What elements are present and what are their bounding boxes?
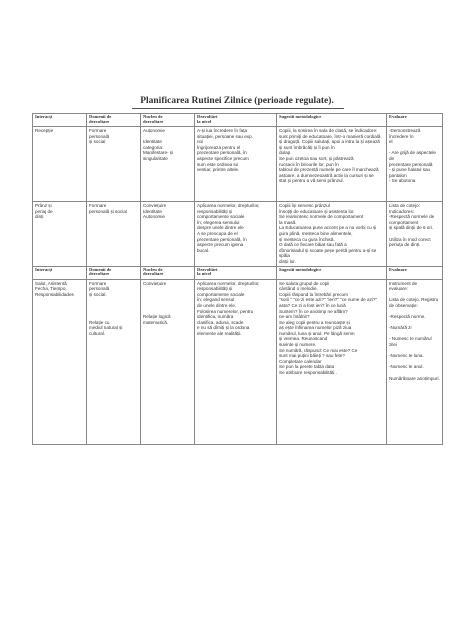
cell-interaction: Prânz și periaj de dinți bbox=[33, 202, 87, 267]
header-evaluation: Evaluare bbox=[387, 114, 443, 127]
routine-table bbox=[32, 113, 443, 445]
header-nucleus: Nucleu de dezvoltare bbox=[141, 266, 195, 279]
cell-domain: Formare personală și social bbox=[87, 202, 141, 267]
cell-interaction: Salut, Asistentă Fecha, Tiempo, Responsabilidades bbox=[33, 279, 87, 444]
header-suggestions: Sugestii metodologice bbox=[277, 114, 387, 127]
cell-suggestions: Se saluta grupul de copii cântând o melodie. Copiii răspund la întrebări precum "sorii " "ce zi este azi?" "ieri?" "ce nume de azi?" asta? Ce zi a fost ieri? În ce lună Suntem? În ce anotimp ne aflăm? ne-am întâlnit? Se aleg copii pentru a reunoaște și aș ește înfiinarea numelor piză ziua numărul, luna și anul. Pe lângă semn și vremea. Reunoscand suvinte și numere. Se numără, răspund: Ce mai este? Ce sunt mai puțini băieți ? sau fete? Completare calendar Se pun la perete tabla data Se atribuire responsabilități . bbox=[277, 279, 387, 444]
cell-domain: Formare personală și social bbox=[87, 127, 141, 202]
cell-domain: Formare personală și social. Relație cu mediul natural și cultural. bbox=[87, 279, 141, 444]
header-developments: Dezvoltări la nivel bbox=[195, 114, 277, 127]
table-header-row bbox=[33, 114, 443, 127]
header-suggestions: Sugestii metodologice bbox=[277, 266, 387, 279]
cell-development: Aplicarea normelor, drepturilor, responsabilități și comportamente sociale în; elegerea sensului despre unele dintre ele A se preocupa de el prezentare personală, în aspecte precum igiena bucal. bbox=[195, 202, 277, 267]
header-domains: Domenii de dezvoltare bbox=[87, 266, 141, 279]
table-header-row bbox=[33, 266, 443, 279]
header-evaluation: Evaluare bbox=[387, 266, 443, 279]
header-domains: Domenii de dezvoltare bbox=[87, 114, 141, 127]
header-interactions: Interacți bbox=[33, 266, 87, 279]
table-row bbox=[33, 202, 443, 267]
cell-nucleus: Conviețuire Identitate Autonomie bbox=[141, 202, 195, 267]
title-underline bbox=[132, 108, 344, 109]
document-title: Planificarea Rutinei Zilnice (perioade regulate). bbox=[140, 96, 334, 106]
cell-development: Aplicarea normelor, drepturilor, responsabilități și comportamente sociale în; elegand sensul de unele dintre ele. Folosirea numerelor, pentru identifica, număra clasifica, aduna, scade e nu să dîmiți și la ordona elemente ale realității. bbox=[195, 279, 277, 444]
header-interactions: Interacți bbox=[33, 114, 87, 127]
header-nucleus: Nucleu de dezvoltare bbox=[141, 114, 195, 127]
table-row bbox=[33, 279, 443, 444]
cell-evaluation: -Demonstrează încredere în el - Are grijă de aspectele de prezentare personală - și pune halatul sau pantalon - Se abotona bbox=[387, 127, 443, 202]
cell-nucleus: Autonomie Identitate categoria: Manifestare‑ și singularitate bbox=[141, 127, 195, 202]
table-row bbox=[33, 127, 443, 202]
cell-evaluation: Instrument de evaluare: Lista de cotejo. Registru de observație: -Respectă norme. -Numără zi - Numesc te numărul zilei -Numesc te luna. -Numesc te anul. Numărătoare anotimpuri. bbox=[387, 279, 443, 444]
cell-interaction: Recepție bbox=[33, 127, 87, 202]
cell-suggestions: Copiii, la sosirea în sala de clasă, se îndicadore: sunt primiți de educatoare, într-o manieră cordială și draguță. Copiii salutați, apoi a intra la și așează și sunt îmbrăcăți și îi pun în dulap. Se pun ozetoa sau sort, și păstrează rucsacii în birourile lor, pun în tabloul de prezență numele pe care îl marchează astoare, a dumnezeoastră activ la cursuri și se stat și pentru a vă servi prânzul. bbox=[277, 127, 387, 202]
header-developments: Dezvoltări la nivel bbox=[195, 266, 277, 279]
cell-evaluation: Lista de cotejo: Indicadores: -Respectă normele de comportament și spală dinții de 6 ori. Utiliza în mod corect periuța de dinți. bbox=[387, 202, 443, 267]
cell-suggestions: Copiii își servesc prânzul însoțiți de educatoare și asistenta lor. Se reamintesc normele de comportament la masă. La Educatoarea pune accent pe a nu vorbi cu și gura plină, mesteca bine alimentele, și mesteca cu gura închisă. O dată ce fiecare băiat sau fată a dîmorisiadul și scoate peșe perită pentru a-și se spăla dinții lor. bbox=[277, 202, 387, 267]
cell-development: A-și lua încredere în fața situației, persoane sau exp. noi Îngrijoreaza pentru el prezentare personală, în aspecte specifice precum sum este ordinea lui vestiar, printre altele. bbox=[195, 127, 277, 202]
cell-nucleus: Conviețuire Relație logică matematică. bbox=[141, 279, 195, 444]
